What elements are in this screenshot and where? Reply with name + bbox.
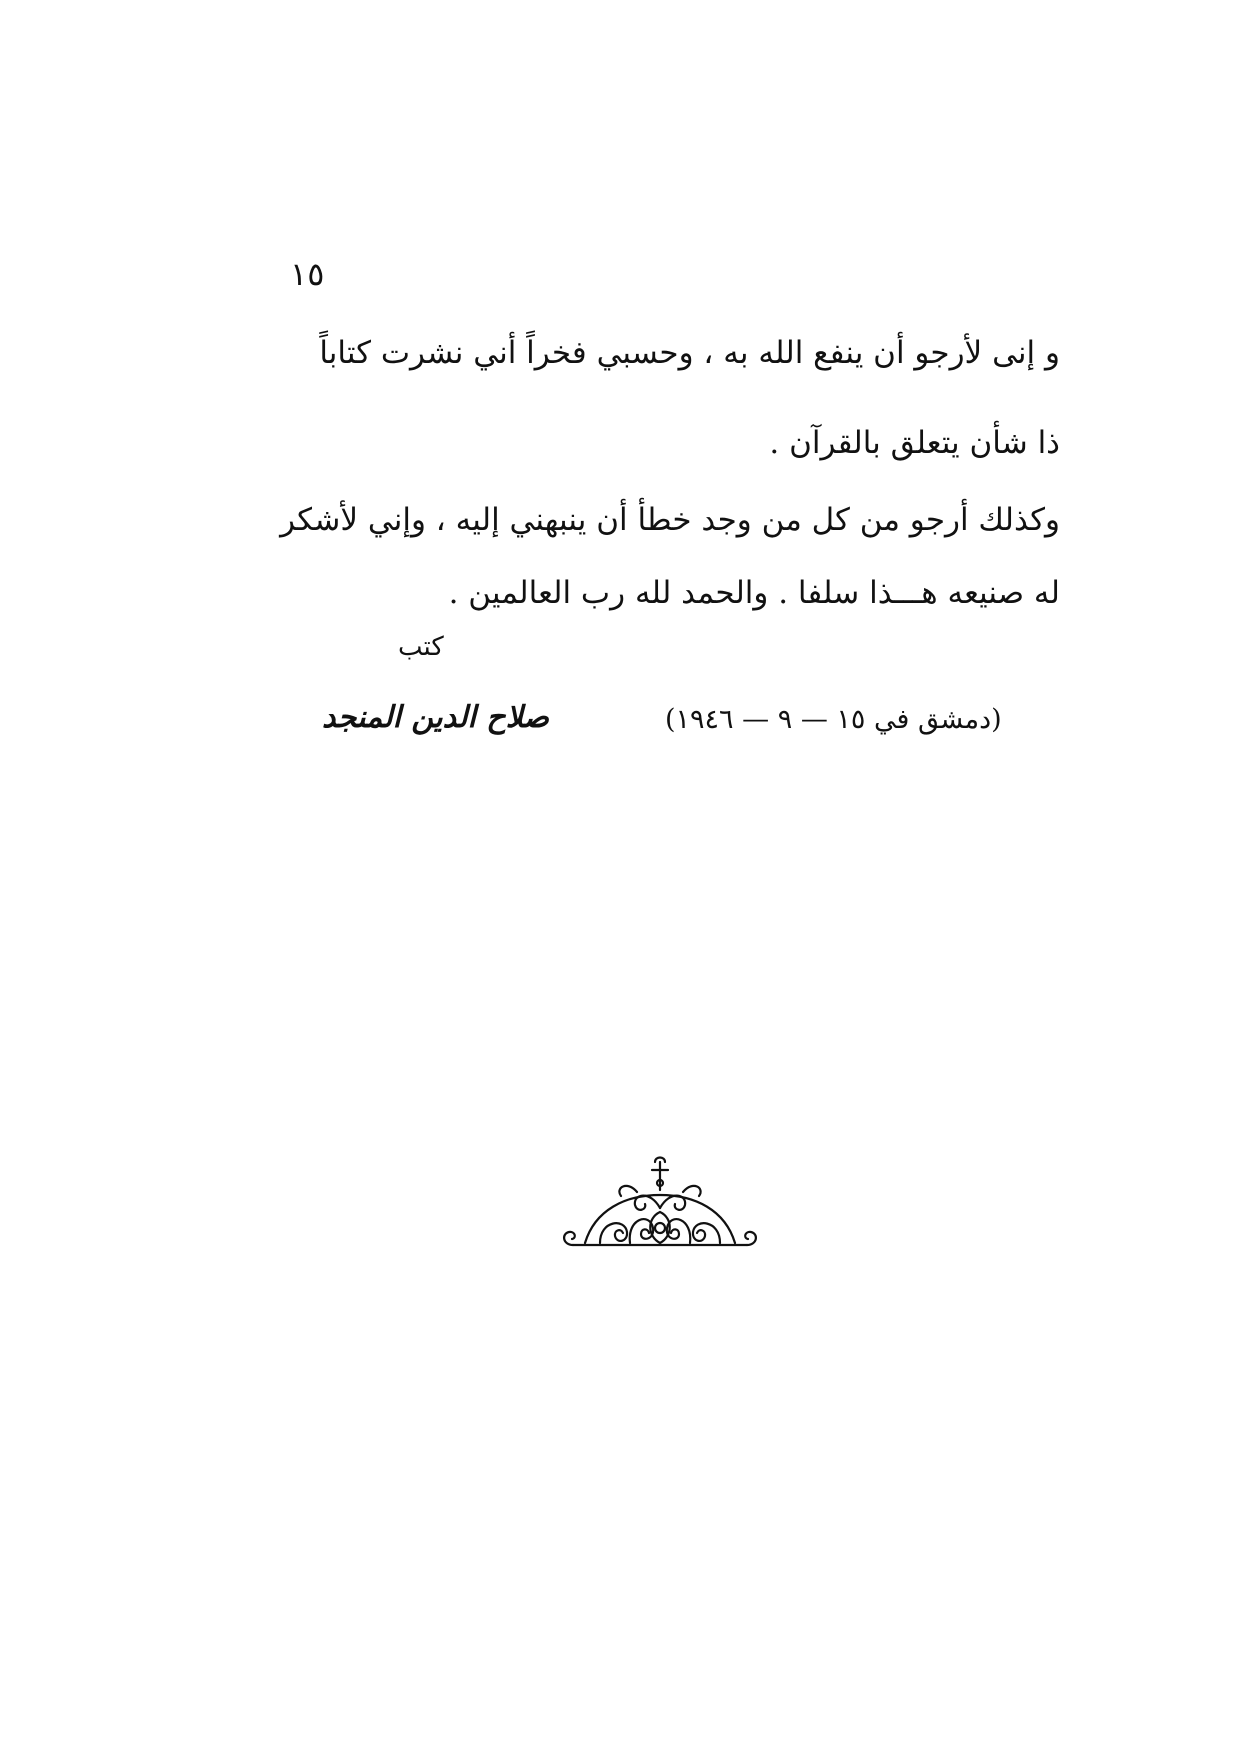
page-number: ١٥	[290, 255, 325, 293]
paragraph-1-line-2: ذا شأن يتعلق بالقرآن .	[769, 425, 1060, 461]
wrote-label: كتب	[398, 632, 444, 662]
author-signature: صلاح الدين المنجد	[322, 700, 550, 735]
place-date-line: (دمشق في ١٥ — ٩ — ١٩٤٦)	[665, 704, 1002, 735]
scroll-ornament-icon	[555, 1150, 765, 1260]
paragraph-2-line-1: وكذلك أرجو من كل من وجد خطأ أن ينبهني إليه ، وإني لأشكر	[280, 502, 1060, 538]
paragraph-1-line-1: و إنى لأرجو أن ينفع الله به ، وحسبي فخراً أني نشرت كتاباً	[319, 335, 1060, 371]
paragraph-2-line-2: له صنيعه هـــذا سلفا . والحمد لله رب العالمين .	[448, 575, 1060, 611]
